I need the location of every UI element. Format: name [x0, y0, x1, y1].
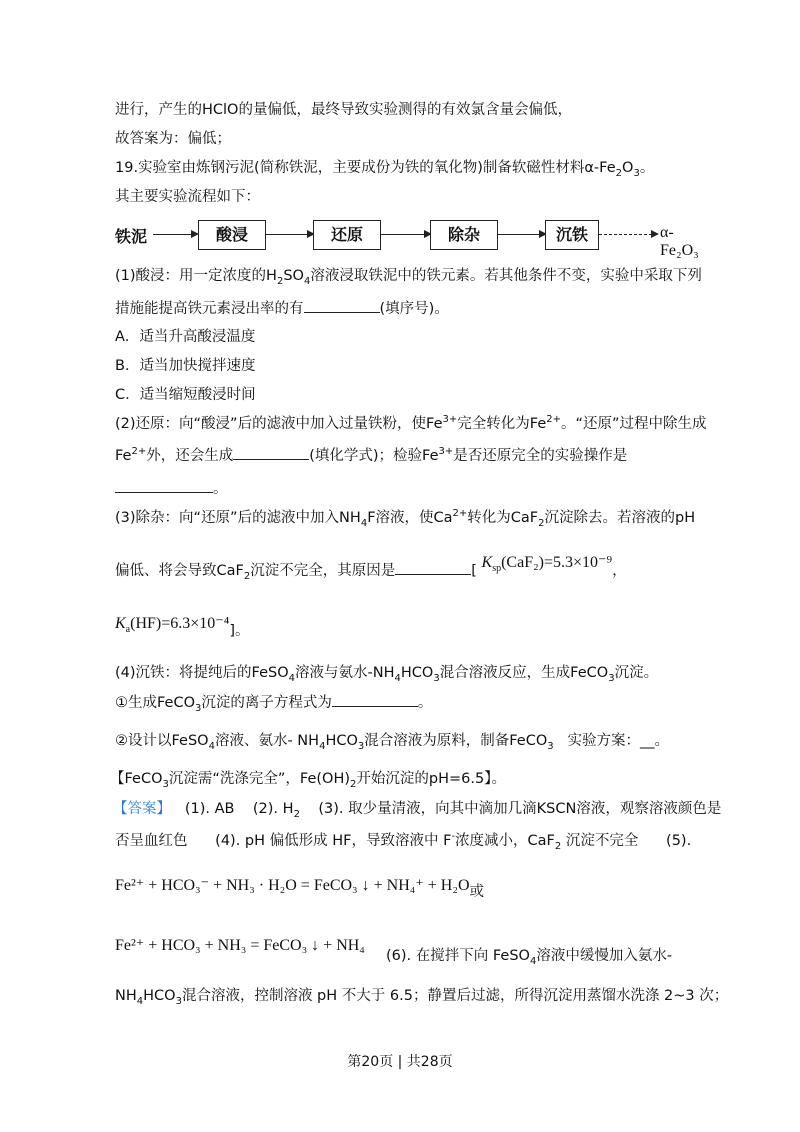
- flow-step-reduce: 还原: [313, 220, 381, 250]
- answer-equation-2: Fe²⁺ + HCO₃ + NH₃ = FeCO₃ ↓ + NH₄: [115, 937, 365, 954]
- part4-note: 【FeCO$_3$沉淀需“洗涤完全”，$Fe(OH)_2$开始沉淀的pH=6.5】。: [110, 771, 506, 790]
- flow-dashed-arrow: [599, 234, 657, 235]
- answer-blank-3[interactable]: [115, 478, 213, 493]
- process-flow-chart: [115, 218, 699, 259]
- flow-end-label: α-Fe₂O₃: [660, 224, 699, 259]
- part1-line-1: (1)酸浸：用一定浓度的$H_2SO_4$溶液浸取铁泥中的铁元素。若其他条件不变，实验中采取下列: [115, 268, 702, 287]
- answer-step-6: (6). 在搅拌下向 FeSO$_4$溶液中缓慢加入氨水-: [386, 948, 673, 967]
- intro-line-2: 故答案为：偏低；: [115, 131, 231, 147]
- part2-line-2: $Fe^{2+}$外，还会生成 (填化学式)；检验$Fe^{3+}$是否还原完全的实验操作是: [115, 446, 628, 464]
- part3-line-3: $K_a(HF)=6.3\times 10^{-4}$]。: [115, 615, 250, 639]
- answer-line-1: 【答案】 (1). AB (2). $H_2$ (3). 取少量清液，向其中滴加几滴KSCN溶液，观察溶液颜色是: [113, 801, 722, 820]
- flow-intro: 其主要实验流程如下：: [115, 189, 260, 205]
- flow-step-precipitate: 沉铁: [545, 220, 599, 250]
- answer-blank-4[interactable]: [395, 560, 471, 575]
- flow-step-acid-leach: 酸浸: [198, 220, 266, 250]
- option-b: B．适当加快搅拌速度: [115, 358, 256, 374]
- answer-blank-2[interactable]: [233, 445, 309, 460]
- answer-blank-5[interactable]: [332, 692, 418, 707]
- page-footer: 第20页 | 共28页: [347, 1054, 453, 1070]
- flow-arrow-4: [497, 234, 545, 235]
- part2-line-1: (2)还原：向“酸浸”后的滤液中加入过量铁粉，使$Fe^{3+}$完全转化为$Fe^{2+}$。“还原”过程中除生成: [115, 414, 707, 432]
- flow-arrow-1: [153, 234, 197, 235]
- option-c: C．适当缩短酸浸时间: [115, 387, 256, 403]
- part4-sub-1: ①生成FeCO$_3$沉淀的离子方程式为 。: [115, 692, 432, 713]
- part3-line-2: 偏低、将会导致CaF$_2$沉淀不完全，其原因是 [ $K_{sp}(CaF_2)=5.3\times 10^{-9}$，: [115, 554, 627, 582]
- answer-equation-1: Fe²⁺ + HCO₃⁻ + NH₃ · H₂O = FeCO₃ ↓ + NH₄⁺ + H₂O或: [115, 877, 484, 900]
- answer-line-2: 否呈血红色 (4). pH 偏低形成 HF，导致溶液中 F-浓度减小，CaF$_2$ 沉淀不完全 (5).: [115, 831, 692, 852]
- ksp-expression: $K_{sp}(CaF_2)=5.3\times 10^{-9}$: [481, 554, 613, 575]
- option-a: A．适当升高酸浸温度: [115, 329, 256, 345]
- answer-last-line: $NH_4HCO_3$混合溶液，控制溶液 pH 不大于 6.5；静置后过滤，所得沉淀用蒸馏水洗涤 2~3 次；: [115, 988, 729, 1007]
- part4-sub-2: ②设计以FeSO$_4$溶液、氨水- $NH_4HCO_3$混合溶液为原料，制备FeCO$_3$ 实验方案：__。: [115, 733, 669, 752]
- answer-tag: 【答案】: [113, 801, 171, 817]
- part1-line-2: 措施能提高铁元素浸出率的有 (填序号)。: [115, 298, 449, 319]
- flow-step-purify: 除杂: [430, 220, 498, 250]
- flow-start-label: 铁泥: [115, 227, 148, 246]
- ka-expression: $K_a(HF)=6.3\times 10^{-4}$: [115, 615, 230, 636]
- part4-line-1: (4)沉铁：将提纯后的FeSO$_4$溶液与氨水$-NH_4HCO_3$混合溶液反应，生成FeCO$_3$沉淀。: [115, 665, 659, 684]
- answer-blank-1[interactable]: [304, 298, 380, 313]
- flow-arrow-3: [380, 234, 430, 235]
- part3-line-1: (3)除杂：向“还原”后的滤液中加入$NH_4F$溶液，使$Ca^{2+}$转化为CaF$_2$沉淀除去。若溶液的pH: [115, 508, 696, 529]
- flow-arrow-2: [265, 234, 313, 235]
- intro-line-1: 进行，产生的HClO的量偏低，最终导致实验测得的有效氯含量会偏低，: [115, 102, 572, 118]
- part2-line-3: 。: [115, 478, 228, 499]
- question-19-title: 19.实验室由炼钢污泥(简称铁泥，主要成份为铁的氧化物)制备软磁性材料$\alpha-Fe_2O_3$。: [115, 160, 655, 179]
